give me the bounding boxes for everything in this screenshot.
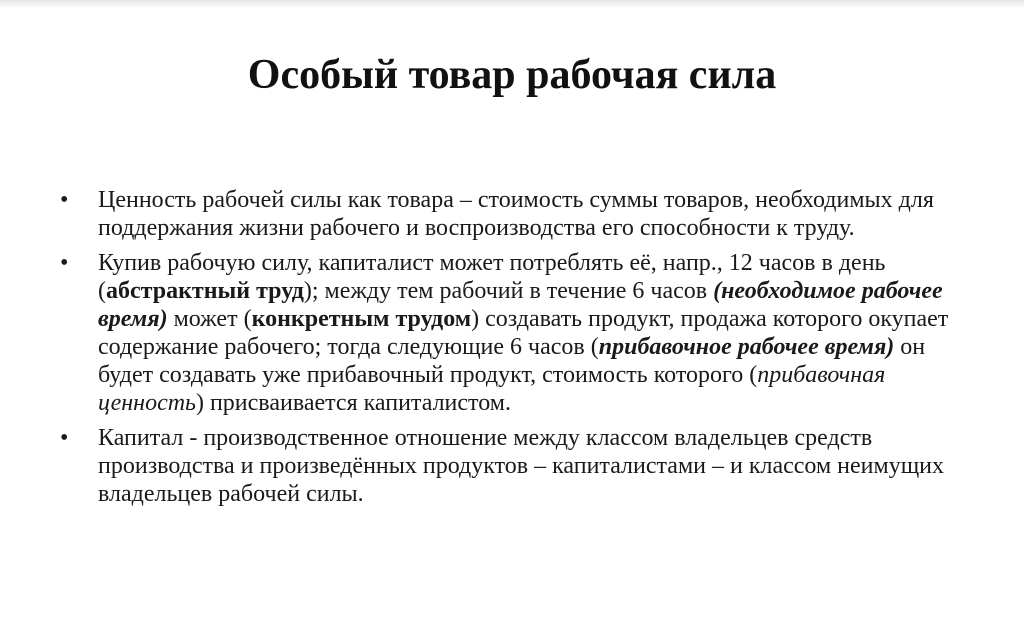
bullet-item-2 <box>60 249 980 417</box>
bullet-segment: может ( <box>167 306 252 332</box>
bullet-item-1 <box>60 186 980 242</box>
bullet-marker: • <box>60 250 69 276</box>
bullet-segment: Ценность рабочей силы как товара – стоимость суммы товаров, необходимых для поддержания жизни рабочего и воспроизводства его способности к труду. <box>98 187 934 241</box>
bullet-segment: ); между тем рабочий в течение 6 часов <box>303 278 714 304</box>
bullet-segment: он будет создавать уже прибавочный продукт, стоимость которого ( <box>98 334 926 388</box>
slide-top-bar <box>0 0 1024 8</box>
bold-term-abstract-labor: абстрактный труд <box>106 278 304 304</box>
bullet-segment: ) создавать продукт, продажа которого окупает содержание рабочего; тогда следующие 6 часов ( <box>98 306 949 360</box>
bullet-segment: Капитал - производственное отношение между классом владельцев средств производства и произведённых продуктов – капиталистами – и классом неимущих владельцев рабочей силы. <box>98 425 945 507</box>
bullet-text <box>98 187 934 241</box>
bold-term-concrete-labor: конкретным трудом <box>251 306 472 332</box>
bullet-segment: Купив рабочую силу, капиталист может потреблять её, напр., 12 часов в день ( <box>98 250 886 304</box>
bullet-segment: ) присваивается капиталистом. <box>195 390 511 416</box>
slide-title: Особый товар рабочая сила <box>247 52 777 98</box>
term-necessary-labor-time: (необходимое рабочее время) <box>98 278 943 332</box>
bullet-text <box>98 250 948 416</box>
bullet-marker: • <box>60 187 69 213</box>
bullet-text <box>98 425 944 507</box>
term-surplus-value: прибавочная ценность <box>98 362 886 416</box>
term-surplus-labor-time: прибавочное рабочее время) <box>598 334 895 360</box>
bullet-item-3 <box>60 424 980 508</box>
bullet-list <box>60 186 980 515</box>
bullet-marker: • <box>60 425 69 451</box>
